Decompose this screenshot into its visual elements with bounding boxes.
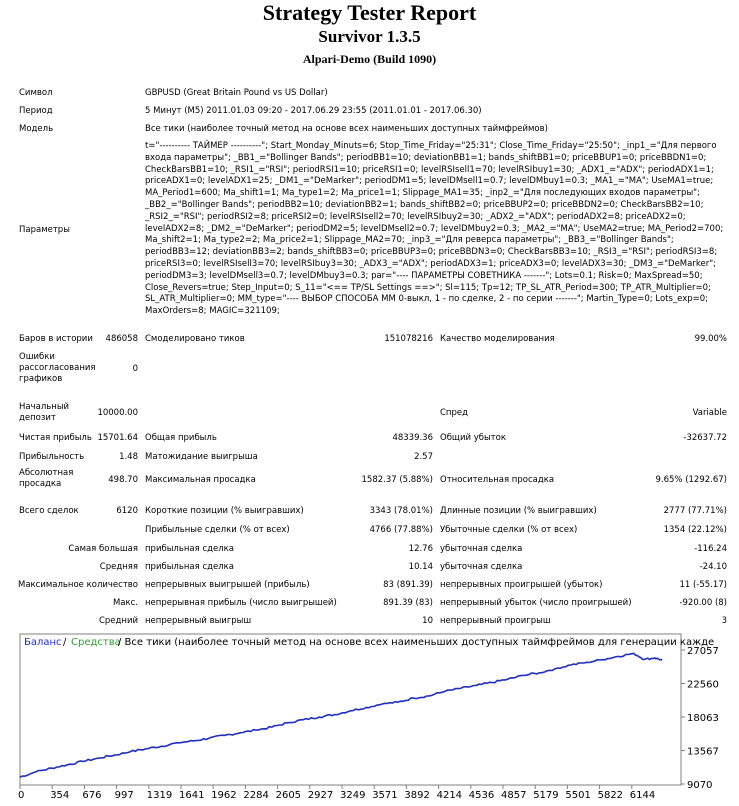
legend-description: / Все тики (наиболее точный метод на основе всех наименьших доступных таймфреймов для генерации кажде [118, 637, 715, 648]
total-trades-label: Всего сделок [19, 506, 79, 516]
average-loss-value: -24.10 [699, 562, 727, 572]
x-tick-label: 3249 [340, 790, 366, 801]
params-label: Параметры [19, 225, 70, 235]
max-loss-value: -920.00 (8) [679, 598, 727, 608]
chart-frame [20, 634, 681, 785]
largest-loss-label: убыточная сделка [440, 544, 523, 554]
x-tick-label: 4214 [436, 790, 463, 801]
payoff-label: Матожидание выигрыша [145, 452, 258, 462]
symbol-value: GBPUSD (Great Britain Pound vs US Dollar) [145, 88, 328, 98]
avg-consecutive-losses-value: 3 [721, 616, 727, 626]
max-count-label: Максимальное количество [17, 580, 138, 590]
max-count-wins-label: непрерывных выигрышей (прибыль) [145, 580, 310, 590]
model-value: Все тики (наиболее точный метод на основе всех наименьших доступных таймфреймов) [145, 124, 548, 134]
net-profit-value: 15701.64 [97, 433, 138, 443]
profit-trades-value: 4766 (77.88%) [369, 525, 433, 535]
max-count-losses-label: непрерывных проигрышей (убыток) [440, 580, 603, 590]
gross-profit-label: Общая прибыль [145, 433, 217, 443]
max-drawdown-value: 1582.37 (5.88%) [361, 475, 433, 485]
gross-loss-label: Общий убыток [440, 433, 506, 443]
abs-drawdown-value: 498.70 [108, 475, 138, 485]
profit-factor-label: Прибыльность [19, 452, 85, 462]
gross-loss-value: -32637.72 [683, 433, 727, 443]
average-label: Средняя [99, 562, 138, 572]
y-tick-label: 18063 [687, 713, 719, 724]
max-count-losses-value: 11 (-55.17) [679, 580, 727, 590]
errors-label: Ошибки рассогласования графиков [19, 352, 96, 384]
x-tick-label: 676 [82, 790, 102, 801]
x-tick-label: 354 [50, 790, 70, 801]
period-label: Период [19, 106, 53, 116]
x-tick-label: 5501 [565, 790, 591, 801]
short-positions-value: 3343 (78.01%) [369, 506, 433, 516]
period-value: 5 Минут (M5) 2011.01.03 09:20 - 2017.06.29 23:55 (2011.01.01 - 2017.06.30) [145, 106, 482, 116]
max-loss-label: непрерывный убыток (число проигрышей) [440, 598, 632, 608]
quality-value: 99.00% [694, 334, 727, 344]
max-profit-value: 891.39 (83) [383, 598, 433, 608]
avg-consecutive-label: Средний [98, 616, 138, 626]
average-profit-value: 10.14 [408, 562, 433, 572]
profit-factor-value: 1.48 [119, 452, 138, 462]
rel-drawdown-label: Относительная просадка [440, 475, 555, 485]
expert-name: Survivor 1.3.5 [318, 27, 421, 46]
profit-trades-label: Прибыльные сделки (% от всех) [145, 525, 290, 535]
legend-equity: Средства [71, 637, 121, 648]
y-tick-label: 13567 [687, 746, 719, 758]
largest-loss-value: -116.24 [694, 544, 727, 554]
long-positions-value: 2777 (77.71%) [663, 506, 727, 516]
x-tick-label: 3892 [404, 790, 430, 801]
params-value: t="---------- ТАЙМЕР ----------"; Start_Monday_Minuts=6; Stop_Time_Friday="25:31"; Close_Time_Friday="25:50"; _inp1_="Для первого входа параметры"; _BB1_="Bollinger Bands"; periodBB1=10; deviationBB1=1; bands_shiftBB1=0; priceBBUP1=0; priceBBDN1=0; CheckBarsBB1=10; _RSI1_="RSI"; periodRSI1=10; priceRSI1=0; levelRSIsell1=70; levelRSIbuy1=30; _ADX1_="ADX"; periodADX1=1; priceADX1=0; levelADX1=25; _DM1_="DeMarker"; periodDM1=5; levelDMsell1=0.7; levelDMbuy1=0.3; _MA1_="MA"; UseMA1=true; MA_Period1=600; Ma_shift1=1; Ma_type1=2; Ma_price1=1; Slippage_MA1=35; _inp2_="Для последующих входов параметры"; _BB2_="Bollinger Bands"; periodBB2=10; deviationBB2=1; bands_shiftBB2=0; priceBBUP2=0; priceBBDN2=0; CheckBarsBB2=10; _RSI2_="RSI"; periodRSI2=8; priceRSI2=0; levelRSIsell2=70; levelRSIbuy2=30; _ADX2_="ADX"; periodADX2=8; priceADX2=0; levelADX2=8; _DM2_="DeMarker"; periodDM2=5; levelDMsell2=0.7; levelDMbuy2=0.3; _MA2_="MA"; UseMA2=true; MA_Period2=700; Ma_shift2=1; Ma_type2=2; Ma_price2=1; Slippage_MA2=70; _inp3_="Для реверса параметры"; _BB3_="Bollinger Bands"; periodBB3=12; deviationBB3=2; bands_shiftBB3=0; priceBBUP3=0; priceBBDN3=0; CheckBarsBB3=10; _RSI3_="RSI"; periodRSI3=8; priceRSI3=0; levelRSIsell3=70; levelRSIbuy3=30; _ADX3_="ADX"; periodADX3=1; priceADX3=0; levelADX3=30; _DM3_="DeMarker"; periodDM3=3; levelDMsell3=0.7; levelDMbuy3=0.3; par="---- ПАРАМЕТРЫ СОВЕТНИКА -------"; Lots=0.1; Risk=0; MaxSpread=50; Close_Revers=true; Step_Input=0; S_11="<== TP/SL Settings ==>"; Sl=115; Tp=12; TP_SL_ATR_Period=300; TP_ATR_Multiplier=0; SL_ATR_Multiplier=0; MM_type="---- ВЫБОР СПОСОБА ММ 0-выкл, 1 - по сделке, 2 - по серии -------"; Martin_Type=0; Lots_exp=0; MaxOrders=8; MAGIC=321109; [145, 141, 724, 317]
model-label: Модель [19, 124, 54, 134]
y-tick-label: 27057 [687, 646, 719, 657]
largest-profit-label: прибыльная сделка [145, 544, 235, 554]
largest-profit-value: 12.76 [408, 544, 433, 554]
errors-value: 0 [132, 364, 138, 374]
x-tick-label: 0 [18, 790, 25, 801]
payoff-value: 2.57 [414, 452, 433, 462]
quality-label: Качество моделирования [440, 334, 555, 344]
loss-trades-label: Убыточные сделки (% от всех) [440, 525, 578, 535]
gross-profit-value: 48339.36 [392, 433, 433, 443]
y-tick-label: 22560 [687, 679, 719, 691]
max-label: Макс. [112, 598, 138, 608]
x-tick-label: 1962 [211, 790, 237, 801]
total-trades-value: 6120 [116, 506, 138, 516]
average-profit-label: прибыльная сделка [145, 562, 235, 572]
x-tick-label: 2284 [243, 790, 269, 801]
x-tick-label: 997 [114, 790, 134, 801]
ticks-value: 151078216 [384, 334, 433, 344]
max-count-wins-value: 83 (891.39) [383, 580, 433, 590]
x-tick-label: 2927 [307, 790, 334, 801]
x-tick-label: 1641 [179, 790, 205, 801]
server-name: Alpari-Demo (Build 1090) [302, 52, 437, 66]
long-positions-label: Длинные позиции (% выигравших) [440, 506, 597, 516]
x-tick-label: 4857 [501, 790, 527, 801]
ticks-label: Смоделировано тиков [145, 334, 245, 344]
symbol-label: Символ [19, 88, 53, 98]
bars-value: 486058 [105, 334, 138, 344]
rel-drawdown-value: 9.65% (1292.67) [655, 475, 727, 485]
spread-value: Variable [692, 408, 727, 418]
deposit-value: 10000.00 [97, 408, 138, 418]
max-profit-label: непрерывная прибыль (число выигрышей) [145, 598, 337, 608]
x-tick-label: 4536 [468, 790, 495, 801]
avg-consecutive-losses-label: непрерывный проигрыш [440, 616, 551, 626]
spread-label: Спред [440, 408, 468, 418]
x-tick-label: 5179 [533, 790, 559, 801]
x-tick-label: 5822 [597, 790, 624, 801]
balance-chart [0, 630, 739, 802]
x-tick-label: 6144 [629, 790, 656, 801]
loss-trades-value: 1354 (22.12%) [663, 525, 727, 535]
largest-label: Самая большая [68, 544, 138, 554]
abs-drawdown-label: Абсолютная просадка [19, 468, 74, 489]
y-tick-label: 9070 [687, 780, 713, 791]
avg-consecutive-wins-value: 10 [422, 616, 433, 626]
x-tick-label: 3571 [372, 790, 398, 801]
x-tick-label: 2605 [275, 790, 302, 801]
deposit-label: Начальный депозит [19, 402, 70, 423]
legend-balance: Баланс [24, 637, 62, 648]
report-title: Strategy Tester Report [262, 0, 477, 25]
average-loss-label: убыточная сделка [440, 562, 523, 572]
short-positions-label: Короткие позиции (% выигравших) [145, 506, 304, 516]
x-tick-label: 1319 [146, 790, 173, 801]
avg-consecutive-wins-label: непрерывный выигрыш [145, 616, 252, 626]
net-profit-label: Чистая прибыль [19, 433, 92, 443]
max-drawdown-label: Максимальная просадка [145, 475, 256, 485]
legend-separator: / [63, 637, 67, 648]
bars-label: Баров в истории [19, 334, 93, 344]
